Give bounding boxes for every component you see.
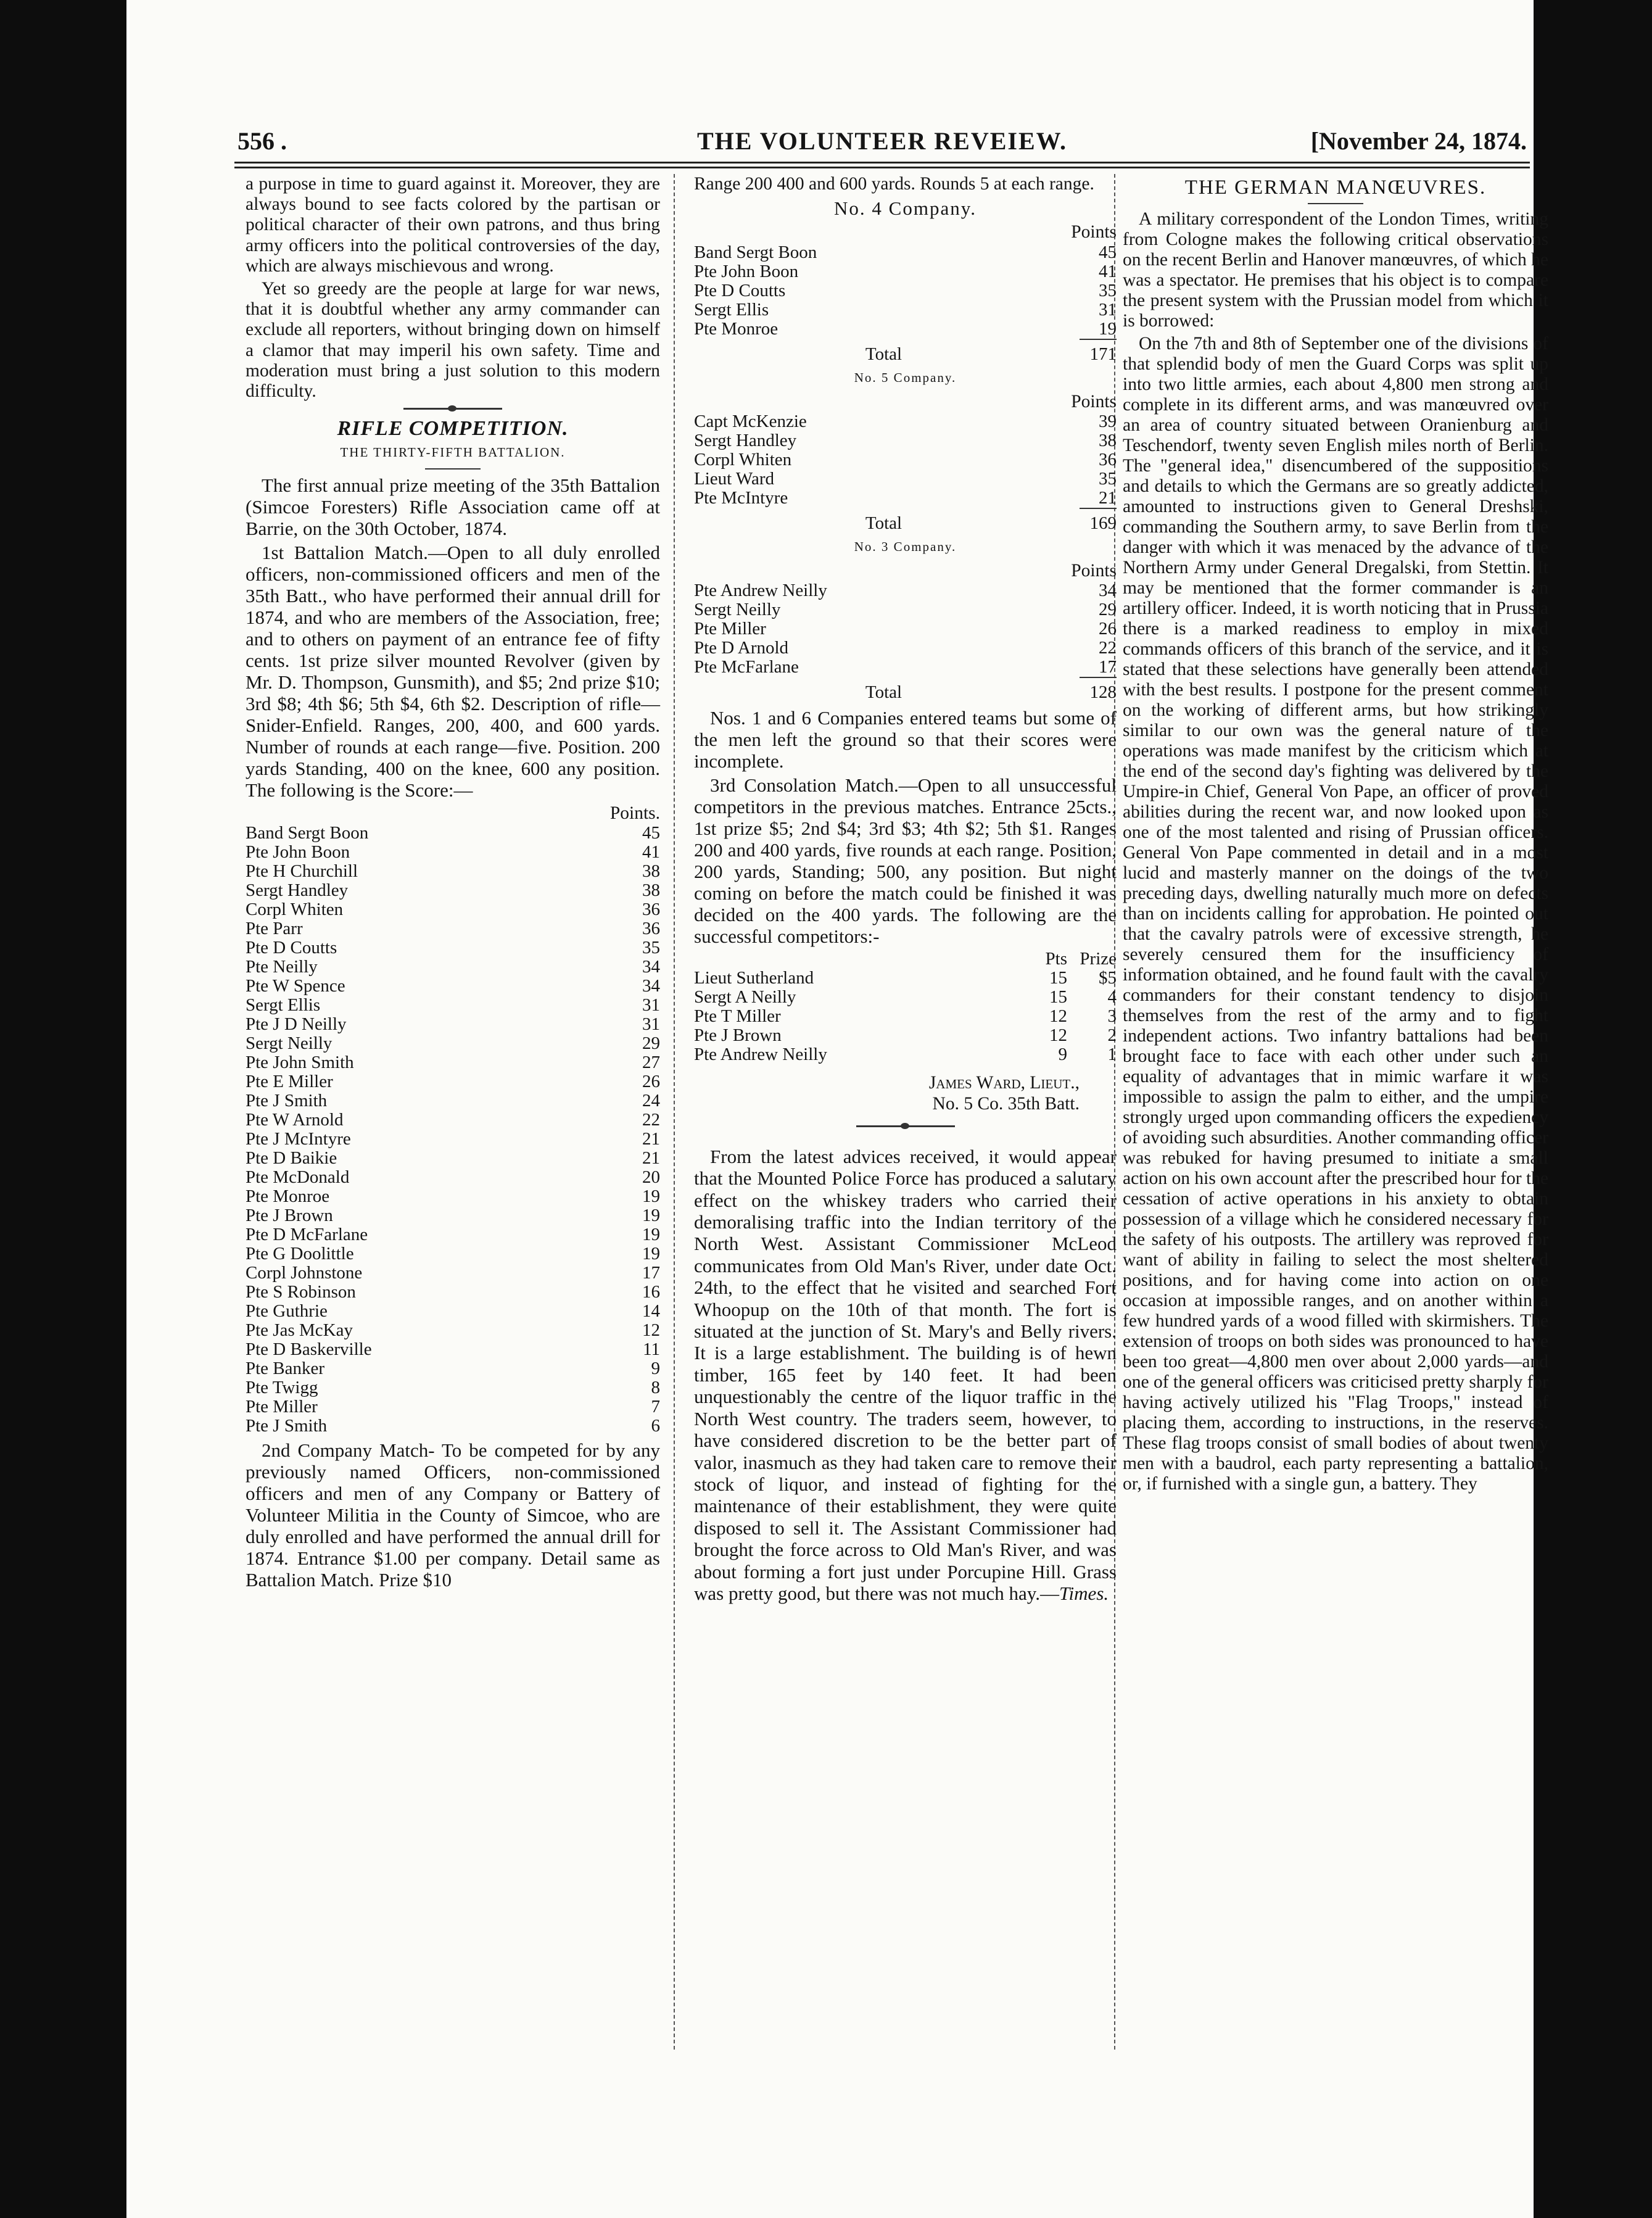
total-label: Total [865,344,902,364]
page-number: 556 . [237,127,287,155]
score-points: 31 [642,995,660,1015]
table-row [694,619,1117,639]
score-points: 41 [642,842,660,862]
scan-border-right [1534,0,1652,2218]
table-row [694,1045,1117,1064]
score-name: Pte Neilly [246,957,318,977]
winners-pts-header: Pts [1045,949,1067,969]
winner-name: Sergt A Neilly [694,988,796,1008]
header-rule-second [234,167,1530,168]
score-name: Sergt Handley [246,880,349,900]
score-name: Pte Guthrie [246,1301,328,1321]
score-points: 8 [651,1377,660,1397]
police-text: From the latest advices received, it would appear that the Mounted Police Force has produced a salutary effect on the whiskey traders who carried their demoralising traffic into the Indian territory of the North West. Assistant Commissioner McLeod communicates from Old Man's River, under date Oct. 24th, to the effect that he visited and searched Fort Whoopup on the 10th of that month. The fort is situated at the junction of St. Mary's and Belly rivers. It is a large establishment. The building is of hewn timber, 165 feet by 140 feet. It had been unquestionably the centre of the liquor traffic in the North West country. The traders seem, however, to have considered discretion to be the better part of valor, inasmuch as they had taken care to remove their stock of liquor, and instead of fighting for the maintenance of their establishment, they were quite disposed to sell it. The Assistant Commissioner had brought the force across to Old Man's River, and was about forming a fort just under Porcupine Hill. Grass was pretty good, but there was not much hay.— [694,1145,1117,1604]
score-points: 6 [651,1415,660,1436]
issue-date: [November 24, 1874. [1310,127,1527,155]
paragraph-meeting: The first annual prize meeting of the 35th Battalion (Simcoe Foresters) Rifle Association came off at Barrie, on the 30th October, 1874. [246,474,660,539]
score-points: 12 [642,1320,660,1340]
score-name: Pte E Miller [246,1072,333,1091]
score-name: Sergt Ellis [694,300,769,320]
score-name: Sergt Handley [694,431,797,451]
paragraph-correspondent: A military correspondent of the London Times, writing from Cologne makes the following critical observations on the recent Berlin and Hanover manœuvres, of which he was a spectator. He premises that his object is to compare the present system with the Prussian model from which it is borrowed: [1123,209,1548,331]
score-points: 36 [642,918,660,938]
table-row [246,919,660,938]
paragraph-manoeuvres: On the 7th and 8th of September one of the divisions of that splendid body of men the Guard Corps was split up into two little armies, each about 4,800 men strong and complete in its different arms, and was manœuvred over an area of country situated between Oranienburg and Teschendorf, twenty seven English miles north of Berlin. The "general idea," disencumbered of the suppositions and details to which the Germans are so greatly addicted, amounted to instructions given to General Dreshski, commanding the Southern army, to save Berlin from the danger with which it was menaced by the advance of the Northern Army under General Dregalski, from Stettin. It may be mentioned that the former commander is an artillery officer. Indeed, it is worth noticing that in Prussia there is a marked readiness to employ in mixed commands officers of this branch of the service, and it is stated that these selections have generally been attended with the best results. I postpone for the present comment on the working of different arms, but how strikingly similar to our own was the general nature of the operations was made manifest by the criticism which at the end of the second day's fighting was delivered by the Umpire-in Chief, General Von Pape, an officer of proved abilities during the recent war, and now looked upon as one of the most talented and rising of Prussian officers. General Von Pape commented in detail and in a most lucid and masterly manner on the doings of the two preceding days, dwelling naturally much more on defects than on incidents calling for approbation. He pointed out that the cavalry patrols were of excessive strength, he severely censured them for the insufficiency of information obtained, and he found fault with the cavalry commanders for their constant tendency to disjoin themselves from the rest of the army and to fight independent actions. Two infantry battalions had been brought face to face with each other under such an equality of advantages that in mimic warfare it was impossible to assign the palm to either, and the umpire strongly urged upon commanding officers the expediency of avoiding such absurdities. Another commanding officer was rebuked for having presumed to initiate a small action on his own account after the prescribed hour for the cessation of active operations in his anxiety to obtain possession of a village which he considered necessary for the safety of his outposts. The artillery was reproved for want of ability in failing to select the most sheltered positions, and for having come into action on one occasion at impossible ranges, and on another within a few hundred yards of a wood filled with skirmishers. The extension of troops on both sides was pronounced to have been too great—4,800 men over about 2,000 yards—and one of the general officers was criticised pretty sharply for having actively utilized his "Flag Troops," instead of placing them, according to instructions, in the reserves. These flag troops consist of small bodies of about twenty men with a baudrol, each party representing a battalion, or, if furnished with a single gun, a battery. They [1123,334,1548,1494]
company-4-points-label: Points [1071,222,1117,242]
table-row [694,581,1117,600]
winners-prize-header: Prize [1080,949,1117,969]
table-row [246,881,660,900]
score-points: 45 [1099,242,1117,262]
table-row [246,1321,660,1340]
company-4-table [694,243,1117,339]
score-name: Pte Andrew Neilly [694,581,827,601]
score-points: 41 [1099,261,1117,281]
table-row [246,1187,660,1206]
table-row [694,450,1117,470]
score-points: 19 [642,1205,660,1225]
score-points: 34 [642,956,660,977]
score-name: Pte Twigg [246,1378,318,1397]
score-name: Pte Banker [246,1359,325,1378]
table-row [694,412,1117,431]
company-5-points-label: Points [1071,391,1117,412]
column-divider-1 [674,174,675,2050]
table-row [246,1034,660,1053]
winner-points: 15 [1049,968,1067,988]
score-name: Corpl Whiten [694,450,792,470]
table-row [694,639,1117,658]
signature-name: James Ward, Lieut., [928,1073,1080,1093]
company-4-title: No. 4 Company. [834,197,977,220]
article-subheading: THE THIRTY-FIFTH BATTALION. [340,445,566,460]
table-row [246,1340,660,1359]
table-row [246,938,660,958]
total-value: 171 [1089,344,1117,364]
table-row [694,969,1117,988]
score-points: 35 [1099,280,1117,300]
score-points: 38 [1099,431,1117,451]
table-row [246,1053,660,1072]
winner-prize: 1 [1107,1045,1117,1065]
scan-border-left [0,0,126,2218]
table-row [694,300,1117,320]
score-name: Sergt Neilly [694,600,781,620]
table-row [694,470,1117,489]
score-points: 19 [642,1243,660,1264]
score-name: Pte H Churchill [246,861,358,881]
table-row [246,1206,660,1225]
total-label: Total [865,682,902,703]
score-name: Pte J Brown [246,1206,333,1225]
header-rule [234,162,1530,163]
table-row [246,1225,660,1244]
table-row [694,658,1117,677]
score-name: Pte McDonald [246,1167,350,1187]
score-name: Band Sergt Boon [694,242,817,262]
company-3-points-label: Points [1071,561,1117,581]
score-points: 22 [642,1109,660,1130]
score-name: Pte John Boon [246,842,350,862]
score-points: 26 [642,1071,660,1091]
paragraph-range: Range 200 400 and 600 yards. Rounds 5 at each range. [694,174,1094,194]
total-label: Total [865,513,902,534]
winner-points: 12 [1049,1006,1067,1027]
winner-points: 12 [1049,1025,1067,1046]
score-points: 39 [1099,412,1117,432]
score-name: Pte G Doolittle [246,1244,354,1264]
table-row [246,862,660,881]
score-name: Pte Miller [694,619,766,639]
score-points: 26 [1099,619,1117,639]
score-points: 22 [1099,638,1117,658]
score-name: Sergt Ellis [246,995,321,1015]
company-5-table [694,412,1117,508]
score-points: 29 [642,1033,660,1053]
winner-points: 9 [1058,1045,1067,1065]
table-row [694,243,1117,262]
table-row [694,281,1117,300]
intro-paragraph-1: a purpose in time to guard against it. Moreover, they are always bound to see facts colored by the partisan or political character of their own patrons, and thus bring army officers into the political controversies of the day, which are always mischievous and wrong. [246,174,660,276]
police-source: Times. [1059,1582,1109,1604]
company-3-table [694,581,1117,677]
score-name: Pte Jas McKay [246,1320,353,1340]
score-points: 19 [1099,318,1117,339]
score-points: 36 [1099,450,1117,470]
winner-prize: 3 [1107,1006,1117,1027]
score-points: 7 [651,1396,660,1417]
table-row [694,489,1117,508]
column-2 [694,174,1117,1607]
table-row [694,431,1117,450]
score-name: Capt McKenzie [694,412,807,432]
table-row [246,1015,660,1034]
score-points: 21 [642,1148,660,1168]
table-row [246,1302,660,1321]
table-row [246,843,660,862]
score-points: 9 [651,1358,660,1378]
article-heading-german: THE GERMAN MANŒUVRES. [1184,176,1487,199]
score-name: Corpl Johnstone [246,1263,363,1283]
table-row [246,1130,660,1149]
score-name: Pte D McFarlane [246,1225,368,1244]
score-name: Pte J Smith [246,1416,328,1436]
score-points: 19 [642,1224,660,1244]
score-name: Pte W Spence [246,976,345,996]
score-points: 14 [642,1301,660,1321]
score-points: 19 [642,1186,660,1206]
total-value: 169 [1089,513,1117,534]
paragraph-mounted-police [694,1146,1117,1605]
score-points: 45 [642,822,660,843]
table-row [246,996,660,1015]
table-row [246,1378,660,1397]
score-points: 34 [1099,581,1117,601]
company-4-total [694,340,1117,364]
publication-title: THE VOLUNTEER REVEIEW. [696,127,1068,155]
score-points: 24 [642,1090,660,1111]
table-row [246,1091,660,1111]
column-3 [1123,174,1548,1497]
score-name: Lieut Ward [694,470,775,489]
score-name: Sergt Neilly [246,1033,332,1053]
paragraph-consolation-match: 3rd Consolation Match.—Open to all unsuccessful competitors in the previous matches. Entrance 25cts., 1st prize $5; 2nd $4; 3rd $3; 4th $2; 5th $1. Ranges 200 and 400 yards, five rounds at each range. Position, 200 yards, Standing; 500, any position. But night coming on before the match could be finished it was decided on the 400 yards. The following are the successful competitors:- [694,774,1117,948]
score-points: 38 [642,861,660,881]
page-header [237,126,1527,157]
winner-prize: 2 [1107,1025,1117,1046]
ornament-rule [403,408,502,410]
table-row [246,1072,660,1091]
signature-unit: No. 5 Co. 35th Batt. [932,1093,1080,1114]
company-5-title: No. 5 Company. [854,370,957,385]
table-row [694,1026,1117,1045]
score-points: 21 [1099,488,1117,508]
score-name: Pte Miller [246,1397,318,1417]
company-3-title: No. 3 Company. [854,539,957,555]
table-row [694,1007,1117,1026]
table-row [246,1168,660,1187]
winner-prize: 4 [1107,987,1117,1008]
score-points: 34 [642,975,660,996]
score-name: Pte W Arnold [246,1110,344,1130]
score-name: Pte McFarlane [694,658,799,677]
score-points: 31 [1099,299,1117,320]
score-name: Corpl Whiten [246,900,344,919]
score-name: Pte John Smith [246,1053,354,1072]
table-row [246,958,660,977]
table-row [694,600,1117,619]
score-points: 17 [1099,657,1117,677]
table-row [246,1149,660,1168]
winner-name: Pte T Miller [694,1007,781,1027]
battalion-score-table [246,824,660,1436]
article-heading-rifle: RIFLE COMPETITION. [337,417,569,441]
winner-points: 15 [1049,987,1067,1008]
score-name: Band Sergt Boon [246,823,369,843]
score-points: 35 [1099,469,1117,489]
table-row [694,262,1117,281]
newspaper-page [130,0,1548,2218]
table-row [694,988,1117,1007]
score-points: 17 [642,1262,660,1283]
table-row [246,1244,660,1264]
score-name: Pte Monroe [246,1186,330,1206]
score-name: Pte D Baikie [246,1148,337,1168]
short-rule [425,468,481,470]
score-points: 36 [642,899,660,919]
score-points: 21 [642,1128,660,1149]
winner-name: Pte Andrew Neilly [694,1045,827,1065]
score-points: 38 [642,880,660,900]
table-row [246,1359,660,1378]
score-name: Pte D Baskerville [246,1339,372,1359]
intro-paragraph-2: Yet so greedy are the people at large for war news, that it is doubtful whether any army commander can exclude all reporters, without bringing down on himself a clamor that may imperil his own safety. Time and moderation must bring a just solution to this modern difficulty. [246,279,660,402]
table-row [694,320,1117,339]
score-points: 16 [642,1281,660,1302]
ornament-rule [856,1125,955,1127]
score-points: 31 [642,1014,660,1034]
score-points: 35 [642,937,660,958]
score-name: Pte S Robinson [246,1282,356,1302]
table-row [246,1417,660,1436]
score-name: Pte McIntyre [694,489,788,508]
points-header: Points. [609,803,660,823]
score-name: Pte D Coutts [246,938,337,958]
winners-table [694,950,1117,1064]
short-rule [1308,203,1363,204]
winner-name: Pte J Brown [694,1026,782,1046]
company-3-total [694,678,1117,702]
score-name: Pte J Smith [246,1091,328,1111]
column-1 [246,174,660,1593]
table-row [246,824,660,843]
paragraph-battalion-match: 1st Battalion Match.—Open to all duly enrolled officers, non-commissioned officers and men of the 35th Batt., who have performed their annual drill for 1874, and who are members of the Association, free; and to others on payment of an entrance fee of fifty cents. 1st prize silver mounted Revolver (given by Mr. D. Thompson, Gunsmith), and $5; 2nd prize $10; 3rd $8; 4th $6; 5th $4, 6th $2. Description of rifle—Snider-Enfield. Ranges, 200, 400, and 600 yards. Number of rounds at each range—five. Position. 200 yards Standing, 400 on the knee, 600 any position. The following is the Score:— [246,541,660,801]
table-row [246,1111,660,1130]
score-name: Pte D Coutts [694,281,786,300]
score-points: 27 [642,1052,660,1072]
score-points: 11 [643,1339,660,1359]
score-name: Pte J McIntyre [246,1129,351,1149]
table-row [246,1283,660,1302]
company-5-total [694,509,1117,533]
score-name: Pte John Boon [694,262,799,281]
score-name: Pte Parr [246,919,303,938]
score-points: 29 [1099,600,1117,620]
total-value: 128 [1089,682,1117,703]
score-name: Pte Monroe [694,319,779,339]
table-row [246,900,660,919]
paragraph-incomplete-teams: Nos. 1 and 6 Companies entered teams but some of the men left the ground so that their scores were incomplete. [694,707,1117,772]
score-name: Pte J D Neilly [246,1014,347,1034]
score-name: Pte D Arnold [694,639,789,658]
score-points: 20 [642,1167,660,1187]
table-row [246,1264,660,1283]
winner-prize: $5 [1099,968,1117,988]
table-row [246,1397,660,1417]
paragraph-company-match: 2nd Company Match- To be competed for by any previously named Officers, non-commissioned officers and men of any Company or Battery of Volunteer Militia in the County of Simcoe, who are duly enrolled and have performed the annual drill for 1874. Entrance $1.00 per company. Detail same as Battalion Match. Prize $10 [246,1439,660,1591]
table-row [246,977,660,996]
winner-name: Lieut Sutherland [694,969,814,988]
